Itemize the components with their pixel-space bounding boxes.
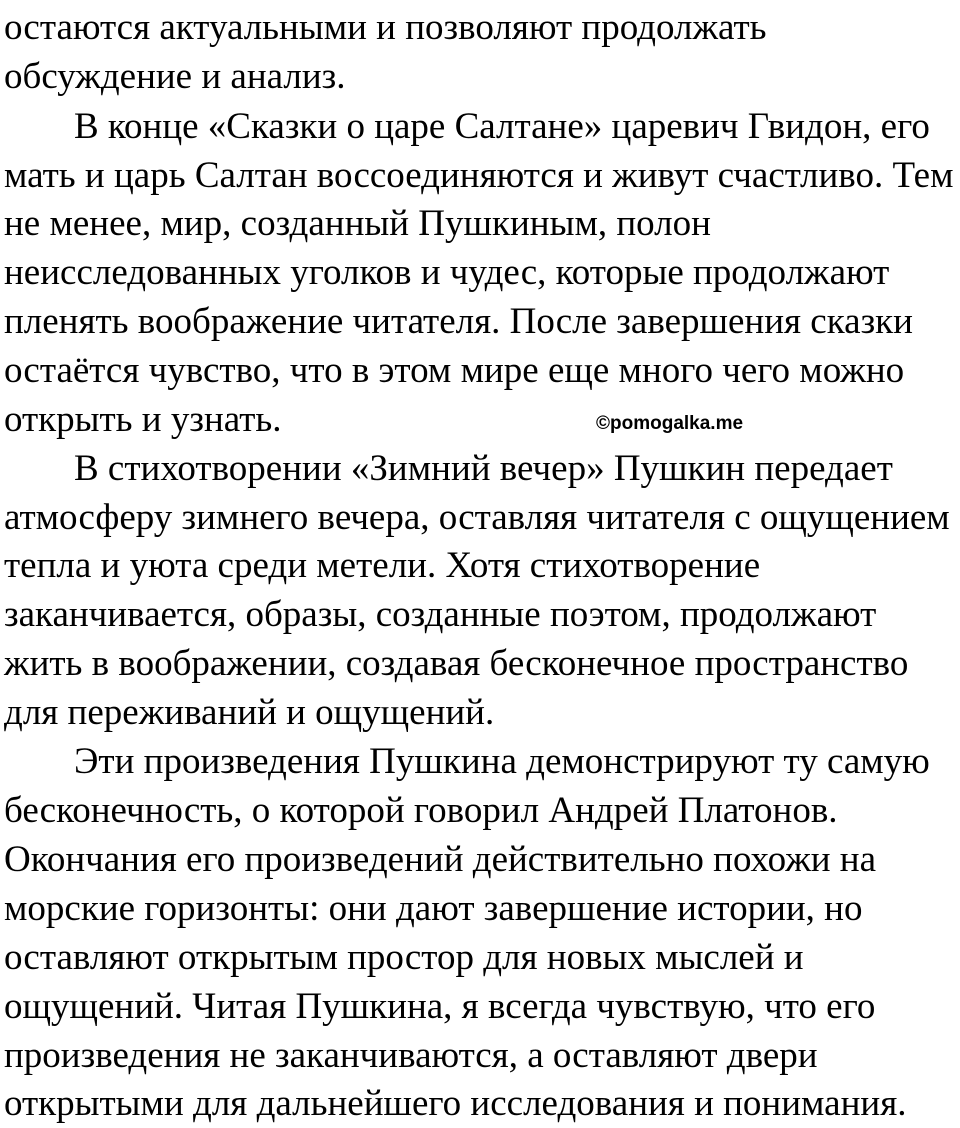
paragraph-first-line: В конце «Сказки о царе Салтане» царевич Гвидон, его xyxy=(74,106,930,147)
text-line: бесконечность, о которой говорил Андрей Платонов. xyxy=(4,790,838,831)
text-line: заканчивается, образы, созданные поэтом, продолжают xyxy=(4,594,877,635)
text-line: мать и царь Салтан воссоединяются и живут счастливо. Тем xyxy=(4,155,954,196)
text-line: не менее, мир, созданный Пушкиным, полон xyxy=(4,203,711,244)
text-line: для переживаний и ощущений. xyxy=(4,692,495,733)
text-line: Окончания его произведений действительно похожи на xyxy=(4,839,877,880)
text-line: жить в воображении, создавая бесконечное пространство xyxy=(4,643,909,684)
text-line: неисследованных уголков и чудес, которые продолжают xyxy=(4,252,890,293)
text-line: открытыми для дальнейшего исследования и понимания. xyxy=(4,1083,907,1124)
text-line: обсуждение и анализ. xyxy=(4,56,346,97)
text-line: остаётся чувство, что в этом мире еще много чего можно xyxy=(4,350,905,391)
text-line: произведения не заканчиваются, а оставляют двери xyxy=(4,1035,818,1076)
watermark: ©pomogalka.me xyxy=(596,413,744,434)
text-line: оставляют открытым простор для новых мыслей и xyxy=(4,937,804,978)
text-line: пленять воображение читателя. После завершения сказки xyxy=(4,301,913,342)
text-line: тепла и уюта среди метели. Хотя стихотворение xyxy=(4,545,761,586)
paragraph-first-line: Эти произведения Пушкина демонстрируют ту самую xyxy=(74,741,930,782)
text-line: ощущений. Читая Пушкина, я всегда чувствую, что его xyxy=(4,986,876,1027)
text-line: открыть и узнать. xyxy=(4,399,282,440)
text-line: атмосферу зимнего вечера, оставляя читателя с ощущением xyxy=(4,497,950,538)
text-line: остаются актуальными и позволяют продолжать xyxy=(4,7,767,48)
paragraph-first-line: В стихотворении «Зимний вечер» Пушкин передает xyxy=(74,448,893,489)
text-line: морские горизонты: они дают завершение истории, но xyxy=(4,888,863,929)
